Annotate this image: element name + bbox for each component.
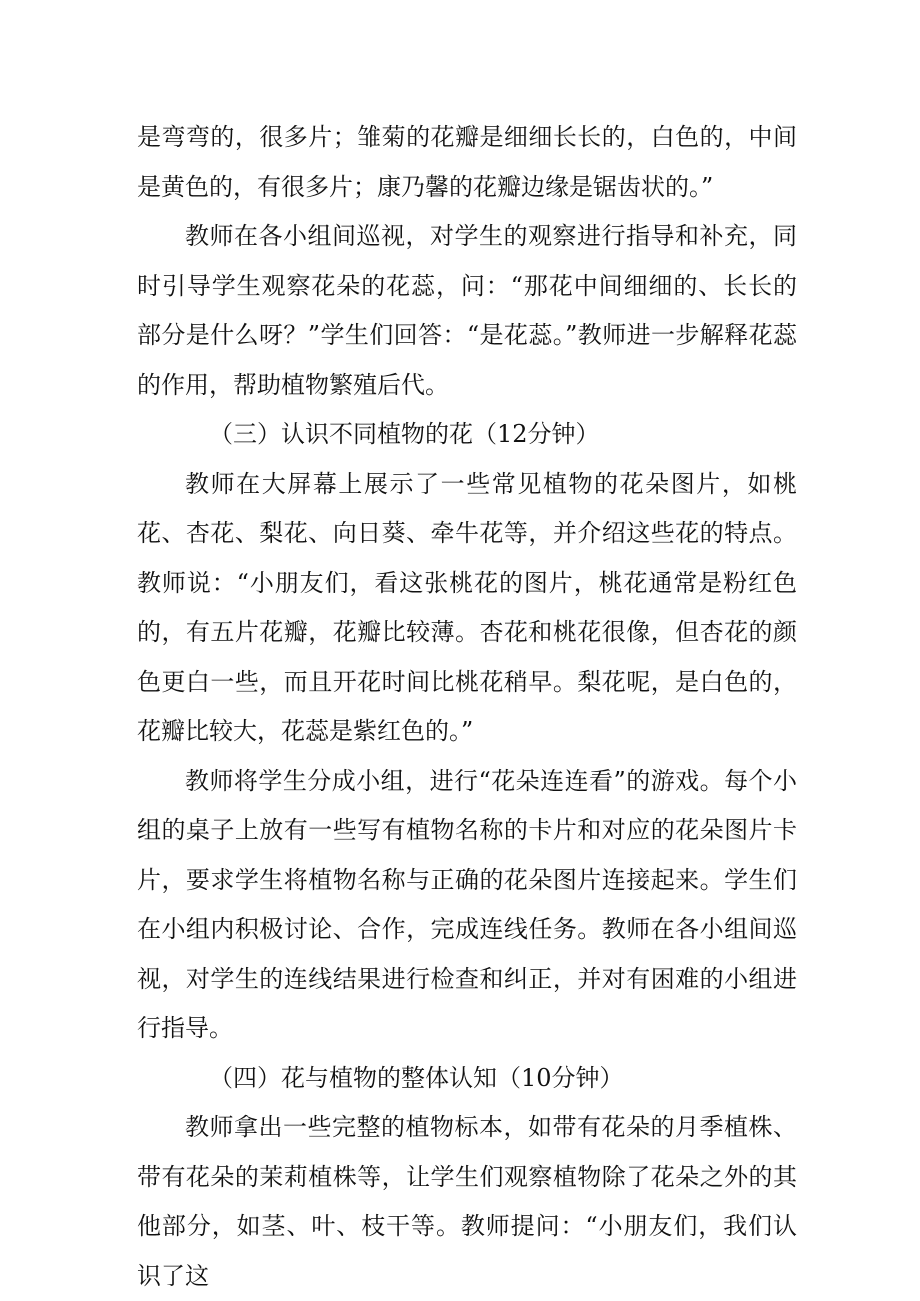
section-heading-4: （四）花与植物的整体认知（10分钟）	[209, 1063, 624, 1092]
paragraph-continuation: 是弯弯的，很多片；雏菊的花瓣是细细长长的，白色的，中间是黄色的，有很多片；康乃馨的花瓣边缘是锯齿状的。”	[137, 123, 797, 201]
paragraph-matching-game: 教师将学生分成小组，进行“花朵连连看”的游戏。每个小组的桌子上放有一些写有植物名称的卡片和对应的花朵图片卡片，要求学生将植物名称与正确的花朵图片连接起来。学生们在小组内积极讨论、合作，完成连线任务。教师在各小组间巡视，对学生的连线结果进行检查和纠正，并对有困难的小组进行指导。	[137, 766, 797, 1042]
paragraph-teacher-observation: 教师在各小组间巡视，对学生的观察进行指导和补充，同时引导学生观察花朵的花蕊，问：“那花中间细细的、长长的部分是什么呀？”学生们回答：“是花蕊。”教师进一步解释花蕊的作用，帮助植物繁殖后代。	[137, 222, 797, 399]
section-heading-3: （三）认识不同植物的花（12分钟）	[209, 420, 600, 448]
document-body	[137, 113, 797, 1301]
paragraph-flower-images: 教师在大屏幕上展示了一些常见植物的花朵图片，如桃花、杏花、梨花、向日葵、牵牛花等，并介绍这些花的特点。教师说：“小朋友们，看这张桃花的图片，桃花通常是粉红色的，有五片花瓣，花瓣比较薄。杏花和桃花很像，但杏花的颜色更白一些，而且开花时间比桃花稍早。梨花呢，是白色的，花瓣比较大，花蕊是紫红色的。”	[137, 469, 797, 745]
paragraph-plant-specimens: 教师拿出一些完整的植物标本，如带有花朵的月季植株、带有花朵的茉莉植株等，让学生们观察植物除了花朵之外的其他部分，如茎、叶、枝干等。教师提问：“小朋友们，我们认识了这	[137, 1113, 797, 1290]
